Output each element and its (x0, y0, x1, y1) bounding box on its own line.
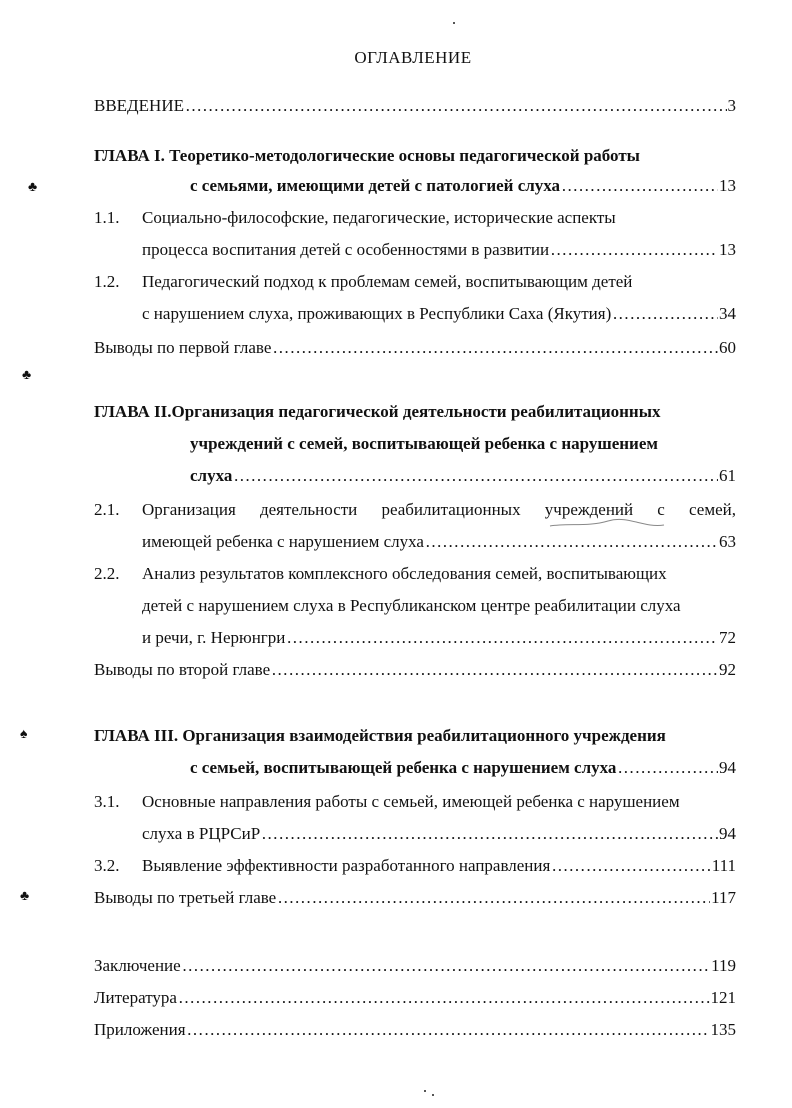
toc-entry-chapter1 (190, 176, 736, 196)
toc-entry-section-3-2 (142, 856, 736, 876)
dot-leader (261, 824, 718, 844)
dot-leader (185, 96, 727, 116)
toc-label: ВВЕДЕНИЕ (94, 96, 184, 115)
toc-page: 13 (719, 176, 736, 195)
section-2-2-line1: Анализ результатов комплексного обследования семей, воспитывающих (142, 564, 667, 583)
toc-page: 121 (710, 988, 736, 1007)
toc-entry-literature (94, 988, 736, 1008)
toc-page: 111 (711, 856, 736, 875)
chapter3-heading-line1: ГЛАВА III. Организация взаимодействия реабилитационного учреждения (94, 726, 666, 745)
toc-page: 117 (711, 888, 736, 907)
toc-label: Выводы по второй главе (94, 660, 271, 679)
section-number: 3.2. (94, 856, 120, 875)
dot-leader (187, 1020, 710, 1040)
dot-leader (612, 304, 718, 324)
section-2-1-line1: Организация деятельности реабилитационных учреждений с семей, (142, 500, 736, 519)
scan-speck (424, 1090, 426, 1092)
dot-leader (286, 628, 718, 648)
section-number: 1.1. (94, 208, 120, 227)
toc-entry-section-2-1 (142, 532, 736, 552)
dot-leader (617, 758, 718, 778)
toc-label: Заключение (94, 956, 181, 975)
section-1-1-line2: процесса воспитания детей с особенностями в развитии (142, 240, 550, 259)
toc-entry-section-1-2 (142, 304, 736, 324)
chapter3-heading-line2: с семьей, воспитывающей ребенка с нарушением слуха (190, 758, 617, 777)
toc-label: Выводы по первой главе (94, 338, 272, 357)
page-title: ОГЛАВЛЕНИЕ (354, 48, 472, 67)
pencil-mark (548, 515, 668, 531)
toc-page: 3 (727, 96, 736, 115)
section-1-2-line1: Педагогический подход к проблемам семей, воспитывающим детей (142, 272, 633, 291)
margin-mark: ♣ (22, 368, 32, 383)
dot-leader (233, 466, 718, 486)
dot-leader (277, 888, 710, 908)
toc-label: Выводы по третьей главе (94, 888, 277, 907)
toc-page: 13 (719, 240, 736, 259)
section-3-2-line1: Выявление эффективности разработанного направления (142, 856, 551, 875)
toc-entry-conclusion (94, 956, 736, 976)
toc-label: Литература (94, 988, 177, 1007)
toc-entry-appendix (94, 1020, 736, 1040)
toc-page: 92 (719, 660, 736, 679)
chapter2-heading-line1: ГЛАВА II.Организация педагогической деятельности реабилитационных (94, 402, 661, 421)
chapter1-heading-line2: с семьями, имеющими детей с патологией слуха (190, 176, 561, 195)
toc-entry-section-2-2 (142, 628, 736, 648)
toc-label: Приложения (94, 1020, 186, 1039)
section-2-1-line2: имеющей ребенка с нарушением слуха (142, 532, 424, 551)
chapter1-heading-line1: ГЛАВА I. Теоретико-методологические основы педагогической работы (94, 146, 640, 165)
toc-page: 63 (719, 532, 736, 551)
toc-entry-chapter3 (190, 758, 736, 778)
toc-page: 94 (719, 758, 736, 777)
toc-entry-chapter2 (190, 466, 736, 486)
toc-page: 94 (719, 824, 736, 843)
toc-entry-conclusion-3 (94, 888, 736, 908)
dot-leader (551, 856, 710, 876)
section-2-2-line3: и речи, г. Нерюнгри (142, 628, 286, 647)
dot-leader (178, 988, 710, 1008)
toc-entry-intro (94, 96, 736, 116)
chapter2-heading-line3: слуха (190, 466, 233, 485)
section-1-1-line1: Социально-философские, педагогические, исторические аспекты (142, 208, 616, 227)
section-3-1-line2: слуха в РЦРСиР (142, 824, 261, 843)
toc-page: 34 (719, 304, 736, 323)
margin-mark: ♣ (20, 889, 30, 904)
toc-page: 119 (711, 956, 736, 975)
toc-page: 135 (710, 1020, 736, 1039)
margin-mark: ♣ (28, 180, 38, 195)
scan-speck (453, 22, 455, 24)
toc-page: 72 (719, 628, 736, 647)
dot-leader (272, 338, 718, 358)
toc-page: 60 (719, 338, 736, 357)
section-3-1-line1: Основные направления работы с семьей, имеющей ребенка с нарушением (142, 792, 680, 811)
section-number: 2.1. (94, 500, 120, 519)
toc-entry-conclusion-2 (94, 660, 736, 680)
toc-entry-section-3-1 (142, 824, 736, 844)
toc-entry-section-1-1 (142, 240, 736, 260)
dot-leader (425, 532, 718, 552)
margin-mark: ♠ (20, 727, 28, 742)
toc-entry-conclusion-1 (94, 338, 736, 358)
section-number: 1.2. (94, 272, 120, 291)
section-number: 3.1. (94, 792, 120, 811)
dot-leader (182, 956, 710, 976)
scan-speck (432, 1094, 434, 1096)
section-1-2-line2: с нарушением слуха, проживающих в Республики Саха (Якутия) (142, 304, 612, 323)
section-2-2-line2: детей с нарушением слуха в Республиканском центре реабилитации слуха (142, 596, 681, 615)
dot-leader (561, 176, 718, 196)
dot-leader (550, 240, 718, 260)
section-number: 2.2. (94, 564, 120, 583)
dot-leader (271, 660, 718, 680)
chapter2-heading-line2: учреждений с семей, воспитывающей ребенка с нарушением (190, 434, 658, 453)
toc-page: 61 (719, 466, 736, 485)
